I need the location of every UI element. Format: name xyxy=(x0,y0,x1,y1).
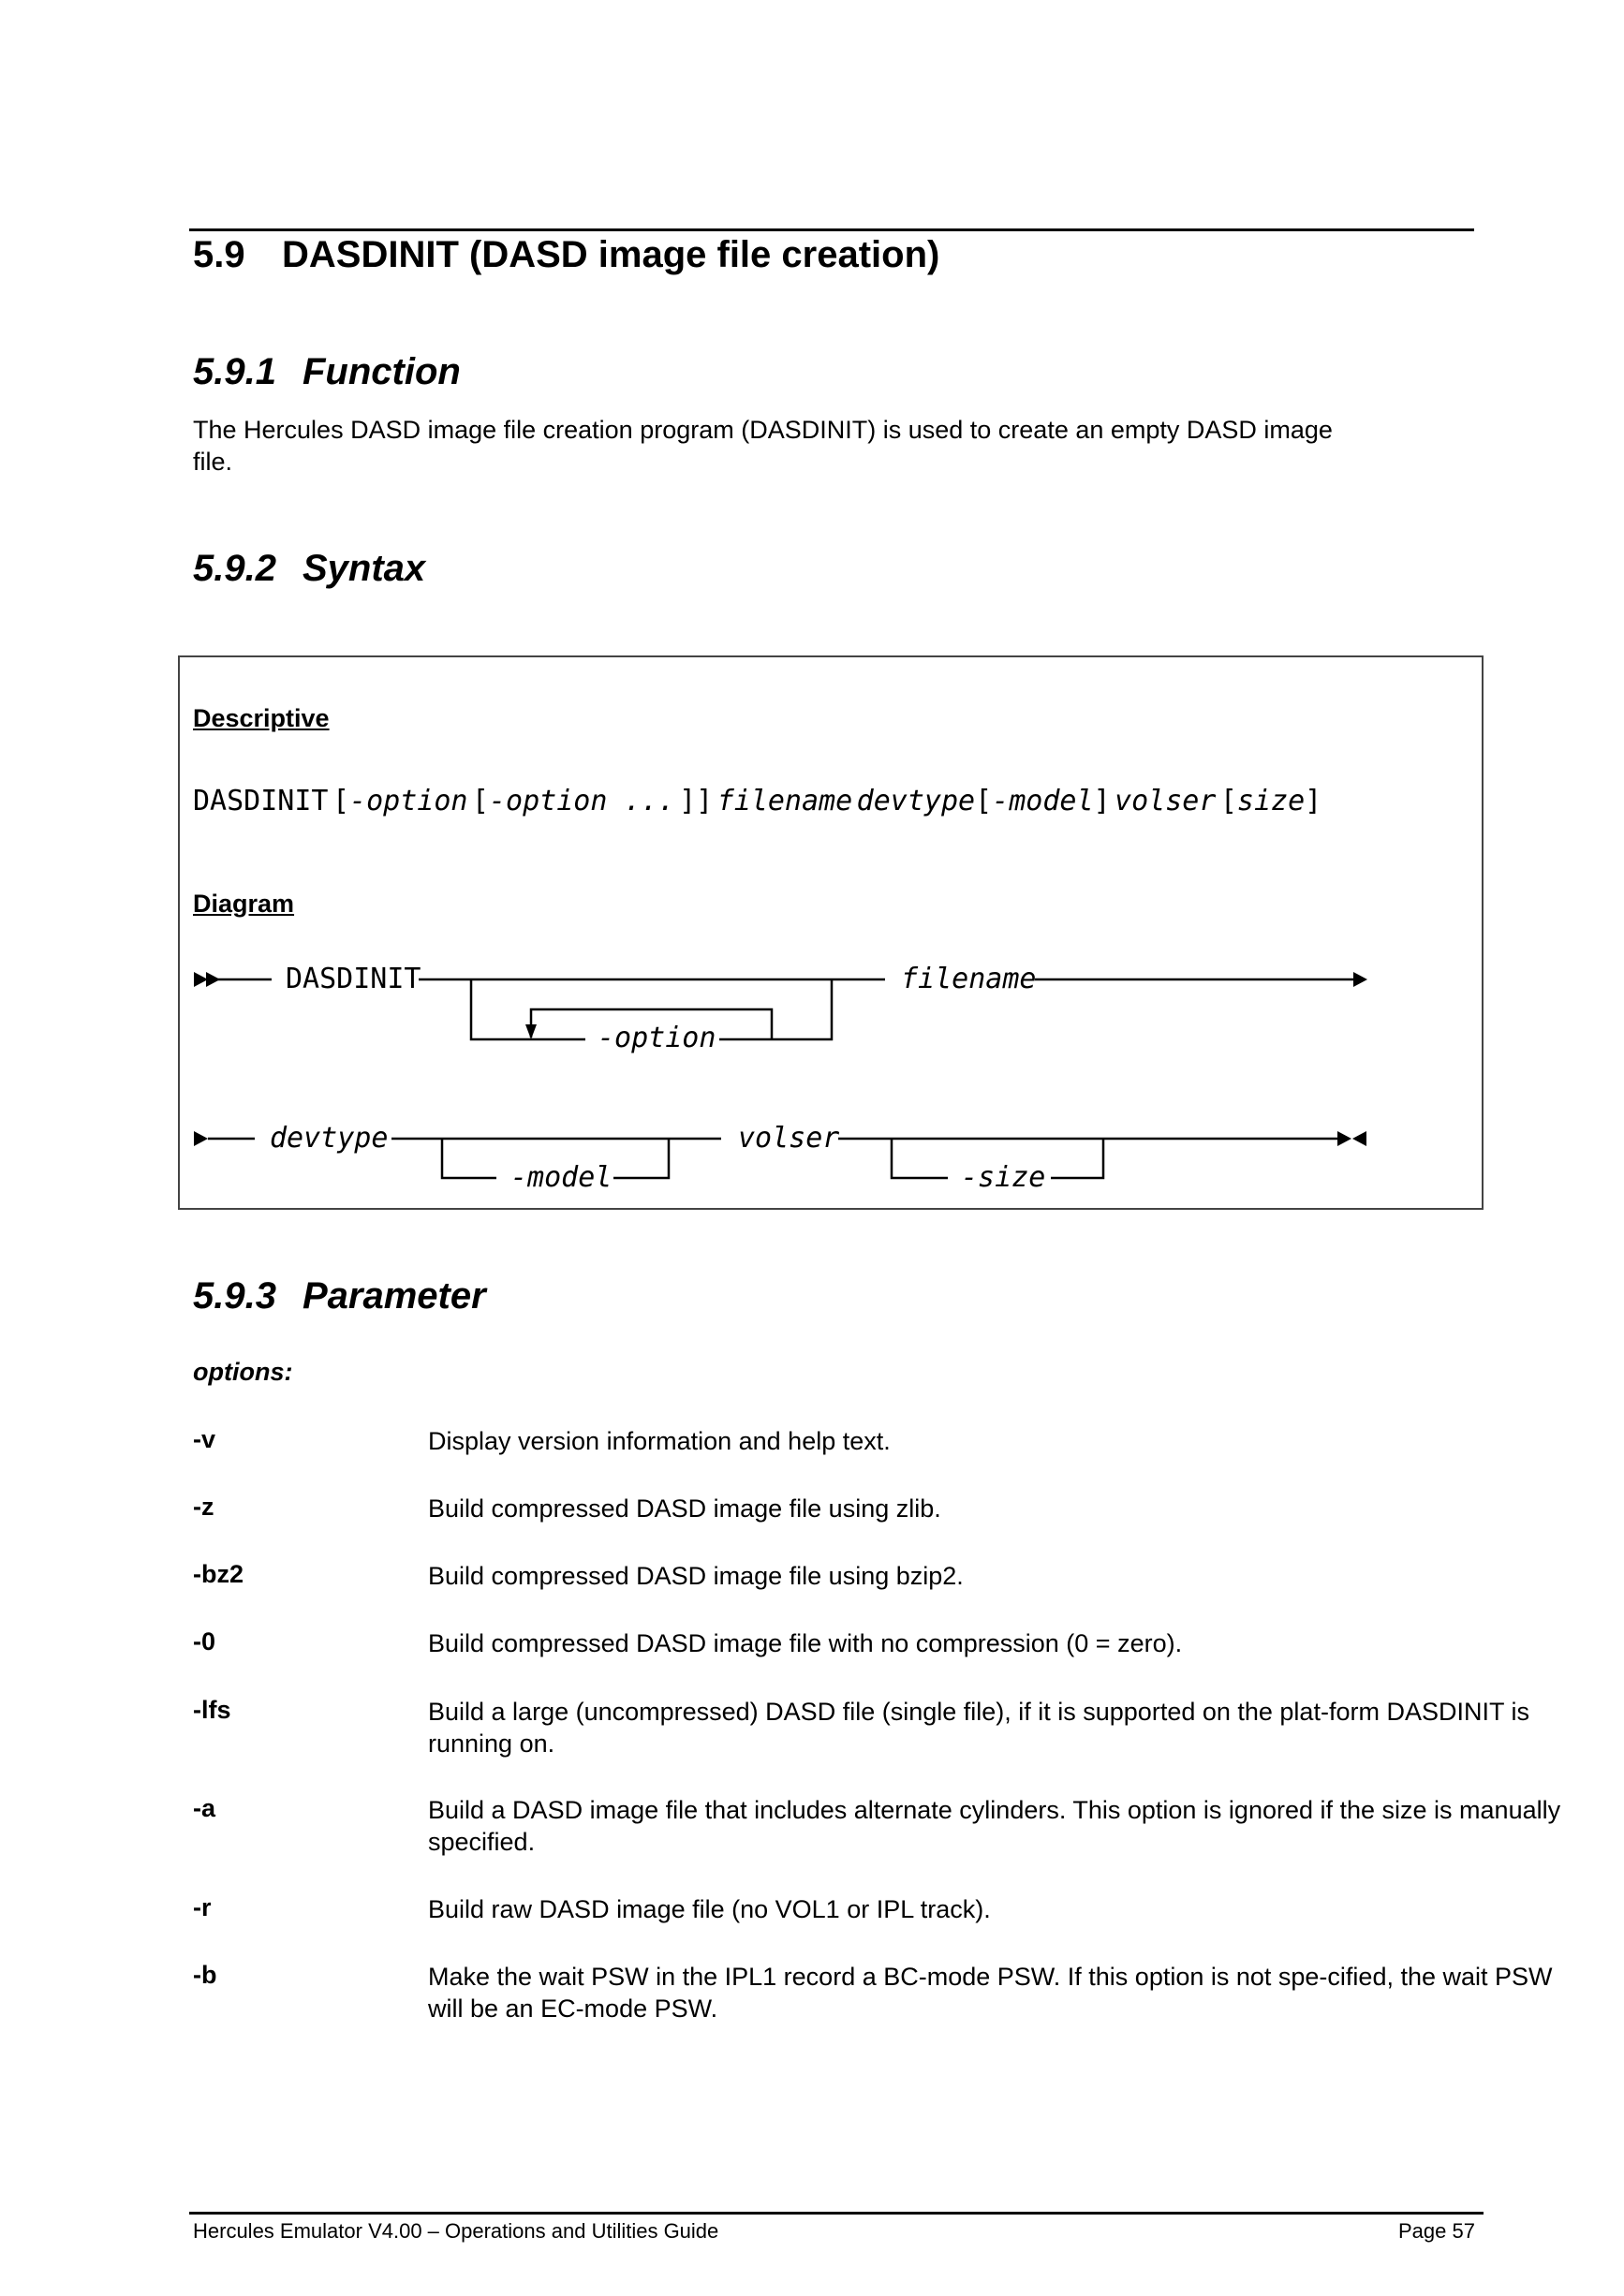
desc-model: -model xyxy=(992,785,1094,817)
footer-rule xyxy=(189,2212,1484,2215)
syntax-title: Syntax xyxy=(303,548,426,589)
option-description: Build compressed DASD image file using bzip2. xyxy=(428,1562,964,1590)
desc-brackets-close: ]] xyxy=(679,785,714,817)
arrow-icons xyxy=(194,972,1367,1146)
descriptive-label: Descriptive xyxy=(193,704,330,732)
desc-bracket: ] xyxy=(1305,785,1322,817)
parameter-number: 5.9.3 xyxy=(193,1275,276,1317)
desc-bracket: [ xyxy=(1219,785,1237,817)
option-description: Build a large (uncompressed) DASD file (single file), if it is supported on the plat-form DASDINIT is running on. xyxy=(428,1698,1529,1758)
option-flag: -a xyxy=(193,1794,216,1822)
parameter-title: Parameter xyxy=(303,1275,486,1317)
option-flag: -lfs xyxy=(193,1696,231,1724)
desc-bracket: [ xyxy=(471,785,489,817)
section-number: 5.9 xyxy=(193,234,245,275)
function-text-line2: file. xyxy=(193,448,233,476)
syntax-number: 5.9.2 xyxy=(193,548,276,589)
diagram-size: -size xyxy=(961,1161,1046,1194)
diagram-filename: filename xyxy=(901,963,1037,995)
desc-bracket: [ xyxy=(332,785,350,817)
desc-option2: -option ... xyxy=(488,785,675,817)
option-flag: -r xyxy=(193,1893,212,1921)
option-description: Build compressed DASD image file with no compression (0 = zero). xyxy=(428,1629,1183,1657)
option-description: Build a DASD image file that includes alternate cylinders. This option is ignored if the size is manually specified. xyxy=(428,1796,1561,1856)
diagram-devtype: devtype xyxy=(270,1122,389,1155)
diagram-label: Diagram xyxy=(193,890,295,918)
function-number: 5.9.1 xyxy=(193,351,276,392)
option-description: Display version information and help text. xyxy=(428,1427,891,1455)
option-description: Make the wait PSW in the IPL1 record a BC-mode PSW. If this option is not spe-cified, the wait PSW will be an EC-mode PSW. xyxy=(428,1963,1553,2023)
desc-volser: volser xyxy=(1115,785,1217,817)
page-number: Page 57 xyxy=(1398,2219,1475,2243)
diagram-volser: volser xyxy=(738,1122,840,1155)
option-flag: -z xyxy=(193,1493,214,1521)
function-text-line1: The Hercules DASD image file creation program (DASDINIT) is used to create an empty DASD image xyxy=(193,416,1333,444)
section-title: DASDINIT (DASD image file creation) xyxy=(282,234,940,275)
desc-devtype: devtype xyxy=(856,785,976,817)
diagram-model: -model xyxy=(510,1161,613,1194)
diagram-option: -option xyxy=(598,1022,716,1054)
desc-bracket: [ xyxy=(975,785,993,817)
option-flag: -bz2 xyxy=(193,1560,244,1588)
desc-filename: filename xyxy=(716,785,853,817)
option-flag: -b xyxy=(193,1961,217,1989)
desc-command: DASDINIT xyxy=(193,785,329,817)
diagram-command: DASDINIT xyxy=(286,963,421,995)
desc-size: size xyxy=(1236,785,1306,817)
option-description: Build compressed DASD image file using zlib. xyxy=(428,1494,941,1523)
desc-option1: -option xyxy=(349,785,468,817)
option-flag: -0 xyxy=(193,1627,216,1656)
footer-title: Hercules Emulator V4.00 – Operations and Utilities Guide xyxy=(193,2219,719,2243)
desc-bracket: ] xyxy=(1093,785,1111,817)
function-title: Function xyxy=(303,351,461,392)
option-description: Build raw DASD image file (no VOL1 or IPL track). xyxy=(428,1895,991,1923)
options-label: options: xyxy=(193,1358,293,1386)
parameter-heading xyxy=(193,1275,486,1317)
option-flag: -v xyxy=(193,1425,216,1453)
